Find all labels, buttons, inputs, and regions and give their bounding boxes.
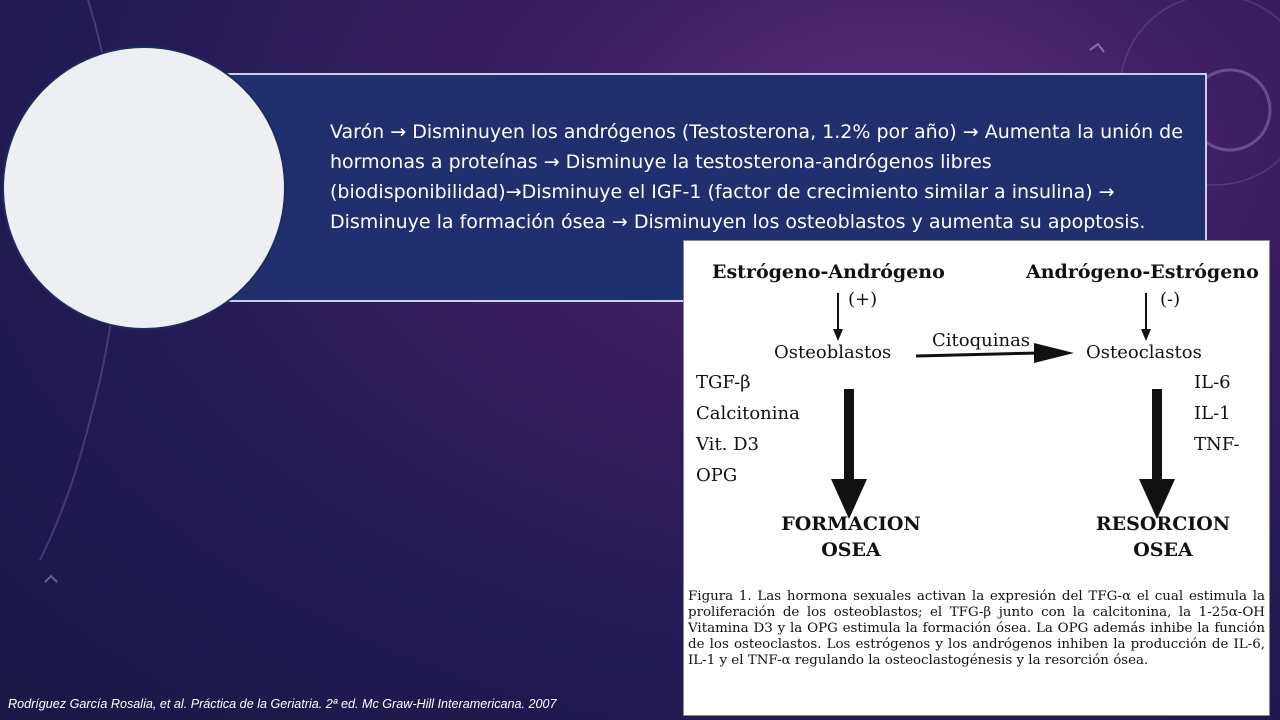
left-factor: TGF-β xyxy=(696,372,751,393)
left-outcome-line2: OSEA xyxy=(821,539,881,561)
left-factor: Vit. D3 xyxy=(696,434,759,455)
slide-body-text: Varón → Disminuyen los andrógenos (Testosterona, 1.2% por año) → Aumenta la unión de hormonas a proteínas → Disminuye la testosterona-andrógenos libres (biodisponibilidad)→Disminuye el IGF-1 (factor de crecimiento similar a insulina) → Disminuye la formación ósea → Disminuyen los osteoblastos y aumenta su apoptosis. xyxy=(330,121,1183,233)
arrow-label: Citoquinas xyxy=(932,330,1031,351)
right-factor: IL-6 xyxy=(1194,372,1231,393)
right-factor: TNF- xyxy=(1194,434,1240,455)
left-outcome-line1: FORMACION xyxy=(781,513,921,535)
right-factor: IL-1 xyxy=(1194,403,1231,424)
left-header: Estrógeno-Andrógeno xyxy=(712,261,945,283)
citation: Rodríguez García Rosalia, et al. Práctica de la Geriatria. 2ª ed. Mc Graw-Hill Interamericana. 2007 xyxy=(8,697,557,711)
right-outcome-line1: RESORCION xyxy=(1095,513,1231,535)
right-sign: (-) xyxy=(1160,289,1181,310)
placeholder-circle xyxy=(2,46,286,330)
right-outcome-line2: OSEA xyxy=(1133,539,1193,561)
left-factor: OPG xyxy=(696,465,738,486)
figure-caption: Figura 1. Las hormona sexuales activan la expresión del TFG-α el cual estimula la proliferación de los osteoblastos; el TFG-β junto con la calcitonina, la 1-25α-OH Vitamina D3 y la OPG estimula la formación ósea. La OPG además inhibe la función de los osteoclastos. Los estrógenos y los andrógenos inhiben la producción de IL-6, IL-1 y el TNF-α regulando la osteoclastogénesis y la resorción ósea. xyxy=(688,589,1265,668)
left-sign: (+) xyxy=(848,289,878,310)
right-node: Osteoclastos xyxy=(1086,342,1202,363)
bone-hormone-figure xyxy=(683,240,1270,716)
left-node: Osteoblastos xyxy=(774,342,892,363)
right-header: Andrógeno-Estrógeno xyxy=(1026,261,1259,283)
left-factor: Calcitonina xyxy=(696,403,800,424)
